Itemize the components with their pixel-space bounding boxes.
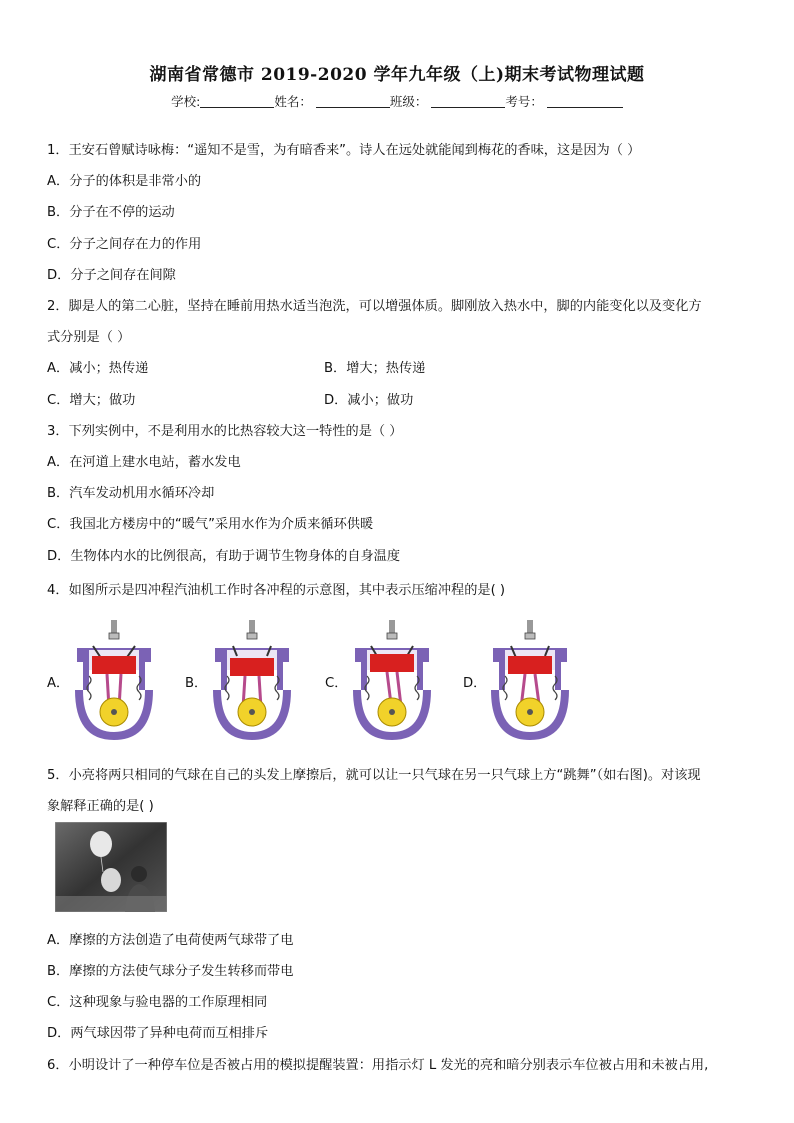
question-5-option-d[interactable]: D．两气球因带了异种电荷而互相排斥 <box>47 1026 269 1041</box>
question-1-option-c[interactable]: C．分子之间存在力的作用 <box>47 237 202 252</box>
question-4-option-b[interactable] <box>185 620 323 745</box>
page-title: 湖南省常德市 2019-2020 学年九年级（上)期末考试物理试题 <box>149 65 645 85</box>
question-2-stem-cont: 式分别是（ ） <box>47 330 131 345</box>
question-2-option-b[interactable]: B．增大；热传递 <box>324 361 426 376</box>
option-a-label: A． <box>47 676 70 691</box>
number-label: 考号： <box>505 94 543 109</box>
question-5-stem: 5．小亮将两只相同的气球在自己的头发上摩擦后，就可以让一只气球在另一只气球上方“跳舞”（如右图)。对该现 <box>47 768 701 783</box>
question-3-option-b[interactable]: B．汽车发动机用水循环冷却 <box>47 486 215 501</box>
question-3-option-c[interactable]: C．我国北方楼房中的“暖气”采用水作为介质来循环供暖 <box>47 517 374 532</box>
question-5-option-b[interactable]: B．摩擦的方法使气球分子发生转移而带电 <box>47 964 294 979</box>
question-1-option-b[interactable]: B．分子在不停的运动 <box>47 205 175 220</box>
class-blank[interactable] <box>431 95 505 108</box>
school-blank[interactable] <box>200 95 274 108</box>
question-2-option-d[interactable]: D．减小；做功 <box>324 393 414 408</box>
question-1-stem: 1．王安石曾赋诗咏梅：“遥知不是雪，为有暗香来”。诗人在远处就能闻到梅花的香味，这是因为（ ） <box>47 143 641 158</box>
engine-stroke-figures <box>47 620 607 745</box>
engine-diagram-b <box>207 620 297 742</box>
name-label: 姓名： <box>274 94 312 109</box>
engine-diagram-c <box>347 620 437 742</box>
option-b-label: B． <box>185 676 208 691</box>
question-6-stem: 6．小明设计了一种停车位是否被占用的模拟提醒装置：用指示灯 L 发光的亮和暗分别表示车位被占用和未被占用, <box>47 1058 709 1073</box>
question-2-stem: 2．脚是人的第二心脏，坚持在睡前用热水适当泡洗，可以增强体质。脚刚放入热水中，脚的内能变化以及变化方 <box>47 299 702 314</box>
question-4-option-a[interactable] <box>47 620 185 745</box>
engine-diagram-d <box>485 620 575 742</box>
question-4-option-c[interactable] <box>325 620 463 745</box>
question-4-option-d[interactable] <box>463 620 601 745</box>
question-4-stem: 4．如图所示是四冲程汽油机工作时各冲程的示意图，其中表示压缩冲程的是( ) <box>47 583 506 598</box>
number-blank[interactable] <box>547 95 623 108</box>
student-info-line <box>0 92 794 110</box>
balloon-photo <box>55 822 167 912</box>
school-label: 学校: <box>171 94 201 109</box>
question-5-option-a[interactable]: A．摩擦的方法创造了电荷使两气球带了电 <box>47 933 294 948</box>
question-3-stem: 3．下列实例中，不是利用水的比热容较大这一特性的是（ ） <box>47 424 403 439</box>
question-1-option-d[interactable]: D．分子之间存在间隙 <box>47 268 176 283</box>
option-d-label: D． <box>463 676 487 691</box>
question-3-option-a[interactable]: A．在河道上建水电站，蓄水发电 <box>47 455 241 470</box>
question-1-option-a[interactable]: A．分子的体积是非常小的 <box>47 174 202 189</box>
option-c-label: C． <box>325 676 348 691</box>
engine-diagram-a <box>69 620 159 742</box>
name-blank[interactable] <box>316 95 390 108</box>
question-3-option-d[interactable]: D．生物体内水的比例很高，有助于调节生物身体的自身温度 <box>47 549 401 564</box>
question-5-option-c[interactable]: C．这种现象与验电器的工作原理相同 <box>47 995 268 1010</box>
question-2-option-a[interactable]: A．减小；热传递 <box>47 361 149 376</box>
question-2-option-c[interactable]: C．增大；做功 <box>47 393 136 408</box>
question-5-stem-cont: 象解释正确的是( ) <box>47 799 154 814</box>
class-label: 班级： <box>389 94 428 109</box>
